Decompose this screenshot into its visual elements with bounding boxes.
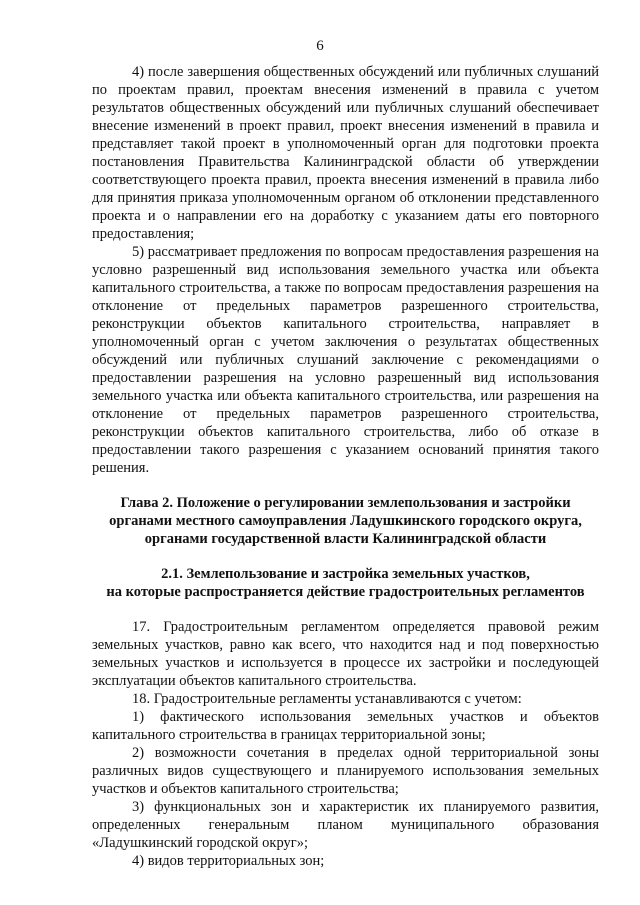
spacer: [92, 601, 599, 618]
clause-18-item-3: 3) функциональных зон и характеристик их планируемого развития, определенных генеральным планом муниципального образования «Ладушкинский городской округ»;: [92, 799, 599, 851]
clause-18-item-2: 2) возможности сочетания в пределах одной территориальной зоны различных видов существующего и планируемого использования земельных участков и объектов капитального строительства;: [92, 745, 599, 797]
clause-18-item-1: 1) фактического использования земельных участков и объектов капитального строительства в границах территориальной зоны;: [92, 709, 599, 743]
section-heading: [92, 565, 599, 601]
list-item-4: 4) после завершения общественных обсуждений или публичных слушаний по проектам правил, проектам внесения изменений в правила с учетом результатов общественных обсуждений или публичных слушаний обеспечивает внесение изменений в проект правил, проект внесения изменений в правила и представляет такой проект в уполномоченный орган для подготовки проекта постановления Правительства Калининградской области об утверждении соответствующего проекта правил, проекта внесения изменений в правила либо для принятия приказа уполномоченным органом об отклонении представленного проекта и о направлении его на доработку с указанием даты его повторного предоставления;: [92, 64, 599, 242]
chapter-heading-line: органами местного самоуправления Ладушкинского городского округа,: [109, 513, 582, 529]
clause-18: 18. Градостроительные регламенты устанавливаются с учетом:: [132, 691, 522, 707]
section-heading-line: на которые распространяется действие градостроительных регламентов: [106, 584, 585, 600]
clause-18-item-4: 4) видов территориальных зон;: [132, 853, 325, 869]
list-item-5: 5) рассматривает предложения по вопросам предоставления разрешения на условно разрешенный вид использования земельного участка или объекта капитального строительства, а также по вопросам предоставления разрешения на отклонение от предельных параметров разрешенного строительства, реконструкции объектов капитального строительства, направляет в уполномоченный орган с учетом заключения о результатах общественных обсуждений или публичных слушаний заключение с рекомендациями о предоставлении разрешения на условно разрешенный вид использования земельного участка или объекта капитального строительства, или разрешения на отклонение от предельных параметров разрешенного строительства, реконструкции объектов капитального строительства, либо об отказе в предоставлении такого разрешения с указанием оснований принятия такого решения.: [92, 244, 599, 476]
page-number: 6: [316, 38, 324, 54]
chapter-heading-line: органами государственной власти Калининградской области: [144, 531, 547, 547]
clause-17: 17. Градостроительным регламентом определяется правовой режим земельных участков, равно как всего, что находится над и под поверхностью земельных участков и используется в процессе их застройки и последующей эксплуатации объектов капитального строительства.: [92, 619, 599, 689]
spacer: [92, 477, 599, 494]
document-body: [92, 63, 599, 870]
spacer: [92, 548, 599, 565]
section-heading-line: 2.1. Землепользование и застройка земельных участков,: [161, 566, 530, 582]
chapter-heading-line: Глава 2. Положение о регулировании землепользования и застройки: [120, 495, 571, 511]
chapter-heading: [92, 494, 599, 548]
